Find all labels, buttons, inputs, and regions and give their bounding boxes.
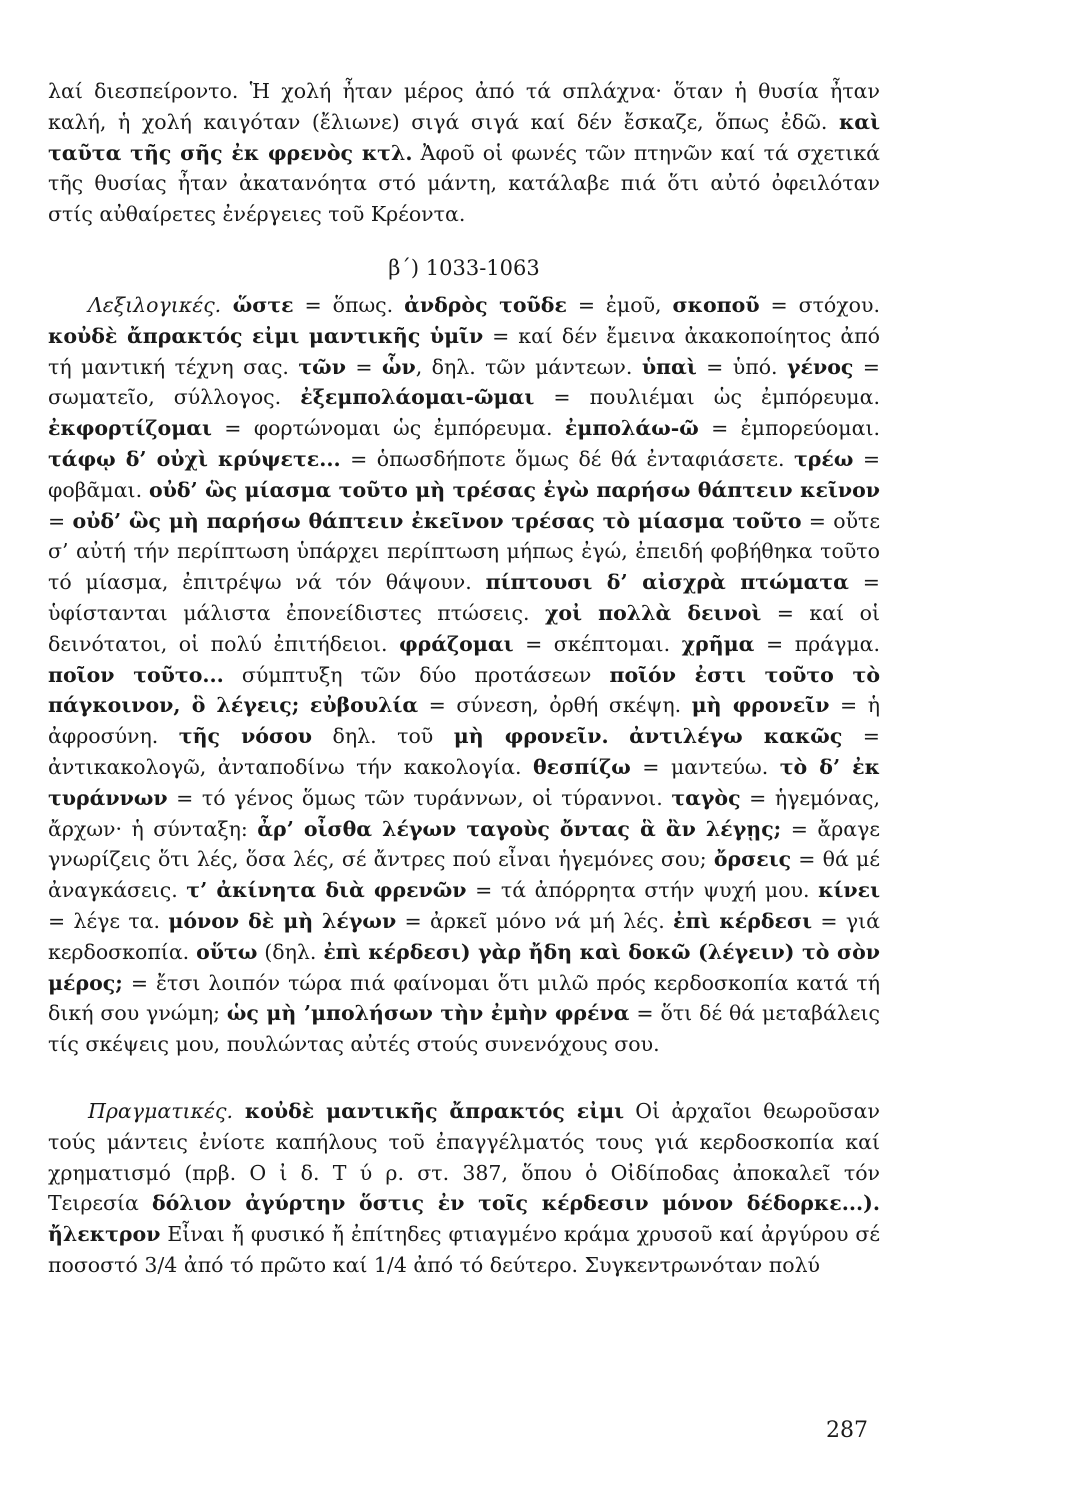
lexical-segment: = λέγε τα. <box>48 908 169 933</box>
factual-segment: Εἶναι ἤ φυσικό ἤ ἐπίτηδες φτιαγμένο κράμα χρυσοῦ καί ἀργύρου σέ ποσοστό 3/4 ἀπό τό πρῶτο καί 1/4 ἀπό τό δεύτερο. Συγκεντρωνόταν πολύ <box>48 1222 880 1277</box>
lexical-segment: = φοβᾶμαι. <box>48 446 880 502</box>
lexical-segment: τ’ ἀκίνητα διὰ φρενῶν <box>186 878 467 903</box>
lexical-segment: ἐμπολάω-ῶ <box>564 416 699 441</box>
lexical-segment: = ἄραγε γνωρίζεις ὅτι λές, ὅσα λές, σέ ἄντρες πού εἶναι ἡγεμόνες σου; <box>48 816 880 872</box>
paragraph-factual <box>48 1096 880 1281</box>
lexical-segment: ἐπὶ κέρδεσι <box>673 908 813 933</box>
intro-segment: καὶ ταῦτα τῆς σῆς ἐκ φρενὸς κτλ. <box>48 109 880 165</box>
lexical-segment: = φορτώνομαι ὡς ἐμπόρευμα. <box>211 416 565 441</box>
lexical-segment: οὐδ’ ὣς μίασμα τοῦτο μὴ τρέσας ἐγὼ παρήσω θάπτειν κεῖνον <box>148 477 880 502</box>
lexical-segment: κοὐδὲ ἄπρακτός εἰμι μαντικῆς ὑμῖν <box>48 323 484 348</box>
lexical-segment: ποῖόν ἐστι τοῦτο τὸ πάγκοινον, ὃ λέγεις; <box>48 662 881 718</box>
lexical-segment: ὥστε <box>221 292 294 317</box>
lexical-segment: = ἀντικακολογῶ, ἀνταποδίνω τήν κακολογία. <box>48 724 880 779</box>
lexical-segment: οὕτω <box>196 939 258 964</box>
lexical-segment: γένος <box>787 354 854 379</box>
lexical-segment: χοἰ πολλὰ δεινοὶ <box>544 600 762 625</box>
lexical-segment <box>299 693 310 717</box>
lexical-segment: ἐξεμπολάομαι-ῶμαι <box>300 385 535 410</box>
lexical-segment: ἀντιλέγω κακῶς <box>629 724 843 749</box>
lexical-segment: σύμπτυξη τῶν δύο προτάσεων <box>223 662 610 687</box>
lexical-segment: , δηλ. τῶν μάντεων. <box>415 354 642 379</box>
lexical-segment: Λεξιλογικές. <box>88 292 222 317</box>
lexical-segment: σκοποῦ <box>672 292 760 317</box>
lexical-segment: ὧν <box>381 354 416 379</box>
factual-segment: Πραγματικές. <box>88 1098 234 1123</box>
lexical-segment: δηλ. τοῦ <box>312 724 454 749</box>
page-number: 287 <box>826 1418 868 1443</box>
lexical-segment: = μαντεύω. <box>630 754 780 779</box>
lexical-segment: = ὁπωσδήποτε ὅμως δέ θά ἐνταφιάσετε. <box>340 446 794 471</box>
lexical-segment: = οὔτε σ’ αὐτή τήν περίπτωση ὑπάρχει περίπτωση μήπως ἐγώ, ἐπειδή φοβήθηκα τοῦτο τό μίασμα, ἐπιτρέψω νά τόν θάψουν. <box>48 508 880 595</box>
lexical-segment: φράζομαι <box>399 631 514 656</box>
lexical-segment: ἐπὶ κέρδεσι) γὰρ ἤδη καὶ δοκῶ (λέγειν) τὸ σὸν μέρος; <box>48 939 880 995</box>
lexical-segment: ταγὸς <box>671 785 741 810</box>
intro-segment: Ἀφοῦ οἱ φωνές τῶν πτηνῶν καί τά σχετικά τῆς θυσίας ἦταν ἀκατανόητα στό μάντη, κατάλαβε πιά ὅτι αὐτό ὀφειλόταν στίς αὐθαίρετες ἐνέργειες τοῦ Κρέοντα. <box>48 140 880 227</box>
lexical-segment: = <box>345 354 382 379</box>
lexical-segment: = ὑφίστανται μάλιστα ἐπονείδιστες πτώσεις. <box>48 570 880 625</box>
lexical-segment: = σύνεση, ὀρθή σκέψη. <box>418 693 692 718</box>
lexical-segment: = πράγμα. <box>754 631 881 656</box>
lexical-segment: μὴ φρονεῖν <box>691 693 830 718</box>
lexical-segment: = ὑπό. <box>696 354 787 379</box>
lexical-segment: χρῆμα <box>681 631 755 656</box>
lexical-segment: τάφῳ δ’ οὐχὶ κρύψετε... <box>48 446 341 471</box>
lexical-segment: = θά μέ ἀναγκάσεις. <box>48 847 880 903</box>
lexical-segment: = ἡ ἀφροσύνη. <box>48 693 880 749</box>
lexical-segment: = ἡγεμόνας, ἄρχων· ἡ σύνταξη: <box>48 785 881 841</box>
factual-segment: δόλιον ἀγύρτην ὅστις ἐν τοῖς κέρδεσιν μόνον δέδορκε...). <box>151 1191 880 1216</box>
lexical-segment: = καί οἱ δεινότατοι, οἱ πολύ ἐπιτήδειοι. <box>48 600 880 656</box>
factual-segment: ἤλεκτρον <box>48 1222 161 1247</box>
lexical-segment: μόνον δὲ μὴ λέγων <box>168 908 397 933</box>
lexical-segment <box>609 724 630 748</box>
lexical-segment: = ἀρκεῖ μόνο νά μή λές. <box>396 908 674 933</box>
lexical-segment: εὐβουλία <box>309 693 419 718</box>
lexical-segment: θεσπίζω <box>532 754 631 779</box>
lexical-segment: ὑπαὶ <box>641 354 697 379</box>
lexical-segment: = τό γένος ὅμως τῶν τυράννων, οἱ τύραννοι. <box>167 785 672 810</box>
lexical-segment: = καί δέν ἔμεινα ἀκακοποίητος ἀπό τή μαντική τέχνη σας. <box>48 323 880 379</box>
paragraph-gap <box>48 1060 880 1096</box>
lexical-segment: πίπτουσι δ’ αἰσχρὰ πτώματα <box>485 570 849 595</box>
lexical-segment: οὐδ’ ὣς μὴ παρήσω θάπτειν ἐκεῖνον τρέσας τὸ μίασμα τοῦτο <box>72 508 802 533</box>
lexical-segment: = σωματεῖο, σύλλογος. <box>48 354 880 410</box>
intro-segment: λαί διεσπείροντο. Ἡ χολή ἦταν μέρος ἀπό τά σπλάχνα· ὅταν ἡ θυσία ἦταν καλή, ἡ χολή καιγόταν (ἔλιωνε) σιγά σιγά καί δέν ἔσκαζε, ὅπως ἐδῶ. <box>48 79 880 134</box>
lexical-segment: = ἐμπορεύομαι. <box>698 416 880 441</box>
lexical-segment: ἀνδρὸς τοῦδε <box>404 292 567 317</box>
lexical-segment: ποῖον τοῦτο... <box>48 662 224 687</box>
section-heading: β΄) 1033-1063 <box>388 255 540 280</box>
lexical-segment: ὄρσεις <box>713 847 792 872</box>
lexical-segment: ἆρ’ οἶσθα λέγων ταγοὺς ὄντας ἃ ἂν λέγῃς; <box>257 816 782 841</box>
paragraph-intro <box>48 76 880 230</box>
paragraph-lexical <box>48 290 880 1060</box>
lexical-segment: = τά ἀπόρρητα στήν ψυχή μου. <box>466 878 819 903</box>
lexical-segment: ἐκφορτίζομαι <box>48 416 212 441</box>
lexical-segment: τὸ δ’ ἐκ τυράννων <box>48 754 880 810</box>
factual-segment: κοὐδὲ μαντικῆς ἄπρακτός εἰμι <box>233 1098 625 1123</box>
factual-segment: Οἱ ἀρχαῖοι θεωροῦσαν τούς μάντεις ἐνίοτε καπήλους τοῦ ἐπαγγέλματός τους γιά κερδοσκοπία καί χρηματισμό (πρβ. Ο ἰ δ. Τ ύ ρ. στ. 387, ὅπου ὁ Οἰδίποδας ἀποκαλεῖ τόν Τειρεσία <box>48 1098 880 1216</box>
lexical-segment: = σκέπτομαι. <box>513 631 682 656</box>
lexical-segment: = <box>48 508 73 533</box>
page-body <box>48 76 880 1281</box>
lexical-segment: (δηλ. <box>257 939 324 964</box>
lexical-segment: = ὅπως. <box>293 292 405 317</box>
lexical-segment: τρέω <box>793 446 854 471</box>
lexical-segment: μὴ φρονεῖν. <box>453 724 609 749</box>
lexical-segment: = στόχου. <box>759 292 880 317</box>
lexical-segment: = ἔτσι λοιπόν τώρα πιά φαίνομαι ὅτι μιλῶ πρός κερδοσκοπία κατά τή δική σου γνώμη; <box>48 970 880 1026</box>
lexical-segment: τῶν <box>298 354 346 379</box>
lexical-segment: = πουλιέμαι ὡς ἐμπόρευμα. <box>534 385 880 410</box>
lexical-segment: = ἐμοῦ, <box>566 292 673 317</box>
lexical-segment: τῆς νόσου <box>178 724 312 749</box>
lexical-segment: = γιά κερδοσκοπία. <box>48 908 881 964</box>
lexical-segment: = ὅτι δέ θά μεταβάλεις τίς σκέψεις μου, πουλώντας αὐτές στούς συνενόχους σου. <box>48 1001 880 1057</box>
lexical-segment: ὡς μὴ ’μπολήσων τὴν ἐμὴν φρένα <box>226 1001 630 1026</box>
lexical-segment: κίνει <box>818 878 880 903</box>
